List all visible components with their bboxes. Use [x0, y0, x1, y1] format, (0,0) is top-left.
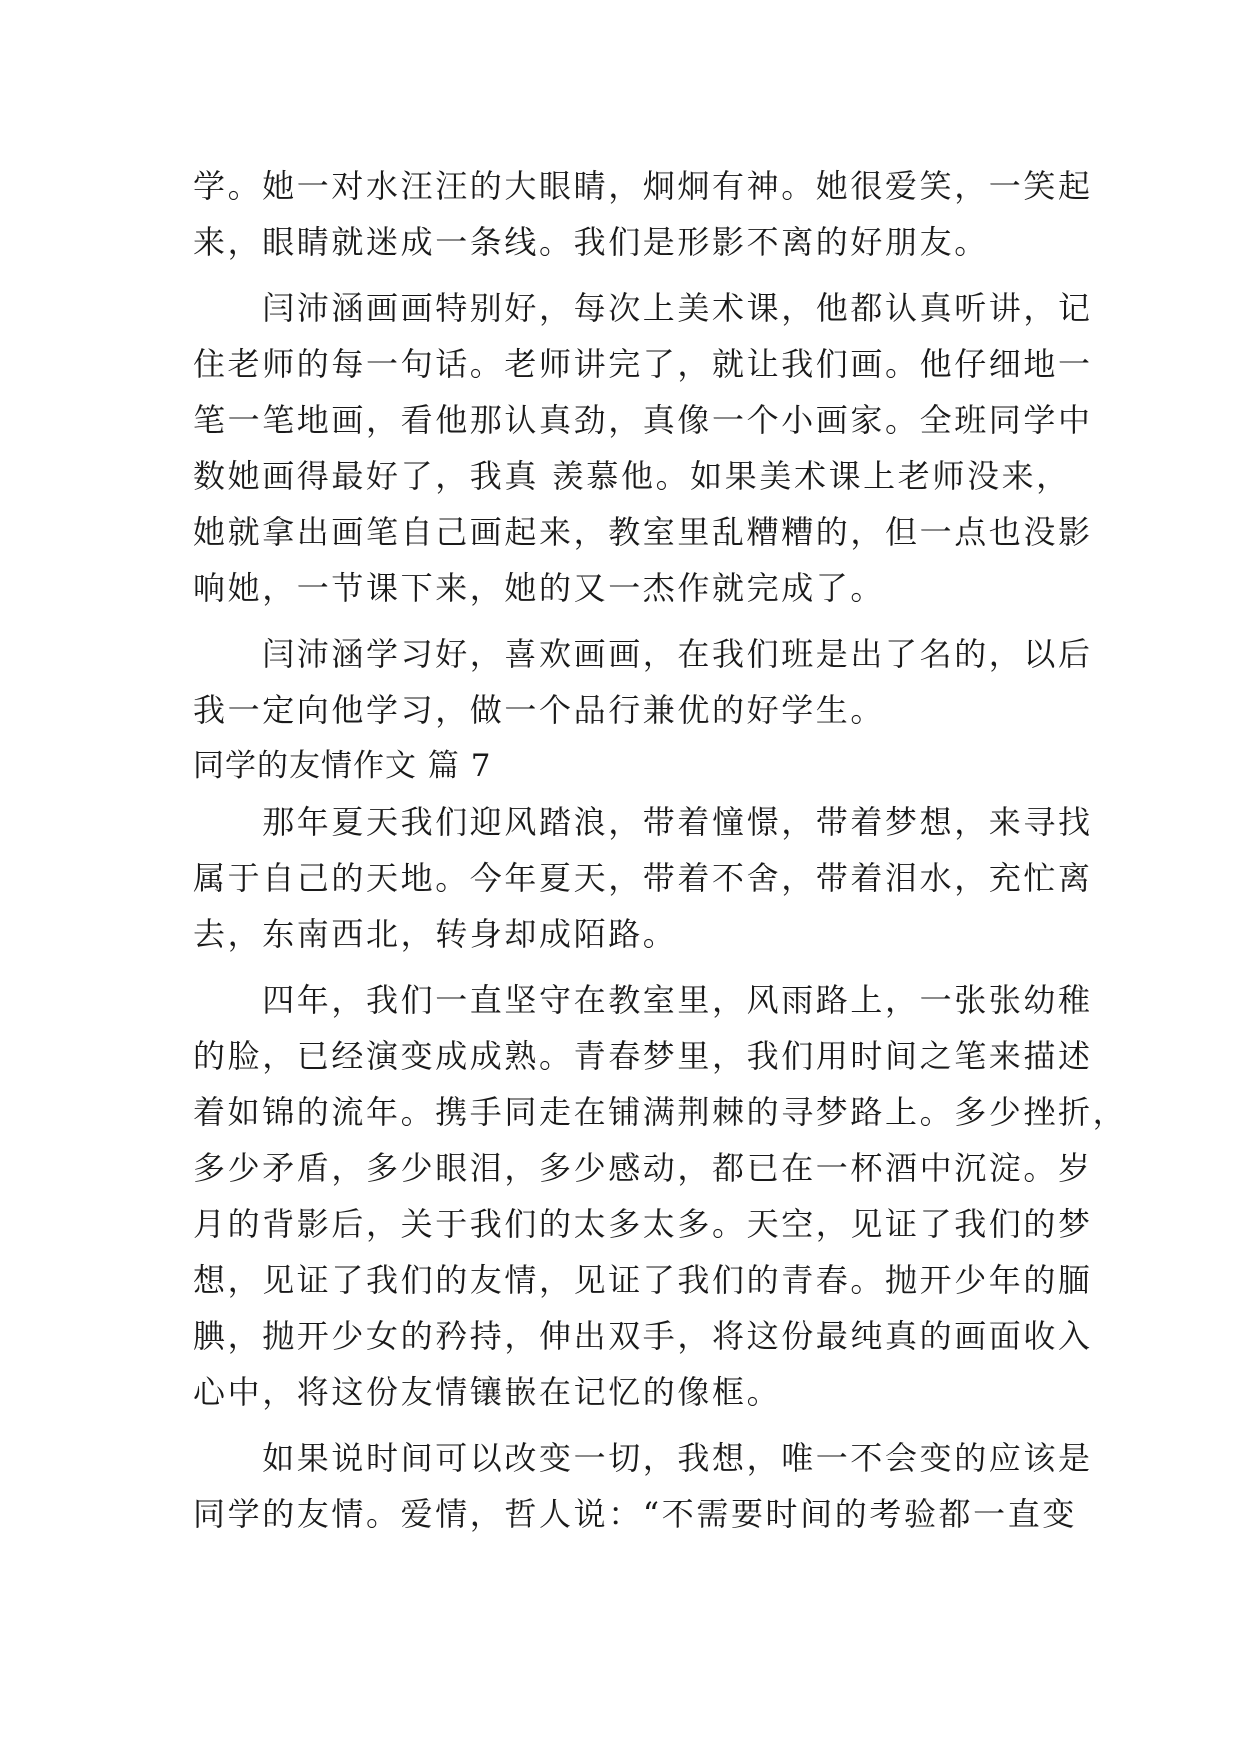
- paragraph: [193, 972, 1128, 1420]
- text-line: 同学的友情。爱情，哲人说：“不需要时间的考验都一直变: [193, 1495, 1077, 1533]
- text-line: 响她，一节课下来，她的又一杰作就完成了。: [193, 569, 886, 607]
- text-line: 想，见证了我们的友情，见证了我们的青春。抛开少年的腼: [193, 1261, 1093, 1299]
- document-body: [193, 158, 1128, 1542]
- heading-text: 同学的友情作文 篇 7: [193, 748, 492, 784]
- text-line: 闫沛涵学习好，喜欢画画，在我们班是出了名的，以后: [193, 635, 1093, 673]
- paragraph: [193, 158, 1093, 270]
- text-line: 学。她一对水汪汪的大眼睛，炯炯有神。她很爱笑，一笑起: [193, 167, 1093, 205]
- text-line: 属于自己的天地。今年夏天，带着不舍，带着泪水，充忙离: [193, 859, 1093, 897]
- text-line: 着如锦的流年。携手同走在铺满荆棘的寻梦路上。多少挫折，: [193, 1093, 1128, 1131]
- paragraph: [193, 794, 1093, 962]
- paragraph: [193, 1430, 1093, 1542]
- text-line: 她就拿出画笔自己画起来，教室里乱糟糟的，但一点也没影: [193, 513, 1093, 551]
- text-line: 心中，将这份友情镶嵌在记忆的像框。: [193, 1373, 782, 1411]
- text-line: 如果说时间可以改变一切，我想，唯一不会变的应该是: [193, 1439, 1093, 1477]
- text-line: 那年夏天我们迎风踏浪，带着憧憬，带着梦想，来寻找: [193, 803, 1093, 841]
- section-heading: [193, 738, 1057, 794]
- paragraph: [193, 280, 1093, 616]
- text-line: 我一定向他学习，做一个品行兼优的好学生。: [193, 691, 886, 729]
- text-line: 住老师的每一句话。老师讲完了，就让我们画。他仔细地一: [193, 345, 1093, 383]
- text-line: 腆，抛开少女的矜持，伸出双手，将这份最纯真的画面收入: [193, 1317, 1093, 1355]
- text-line: 的脸，已经演变成成熟。青春梦里，我们用时间之笔来描述: [193, 1037, 1093, 1075]
- text-line: 四年，我们一直坚守在教室里，风雨路上，一张张幼稚: [193, 981, 1093, 1019]
- text-line: 去，东南西北，转身却成陌路。: [193, 915, 678, 953]
- text-line: 数她画得最好了，我真 羡慕他。如果美术课上老师没来，: [193, 457, 1071, 495]
- text-line: 来，眼睛就迷成一条线。我们是形影不离的好朋友。: [193, 223, 989, 261]
- text-line: 多少矛盾，多少眼泪，多少感动，都已在一杯酒中沉淀。岁: [193, 1149, 1093, 1187]
- text-line: 闫沛涵画画特别好，每次上美术课，他都认真听讲，记: [193, 289, 1093, 327]
- paragraph: [193, 626, 1093, 738]
- text-line: 月的背影后，关于我们的太多太多。天空，见证了我们的梦: [193, 1205, 1093, 1243]
- text-line: 笔一笔地画，看他那认真劲，真像一个小画家。全班同学中: [193, 401, 1093, 439]
